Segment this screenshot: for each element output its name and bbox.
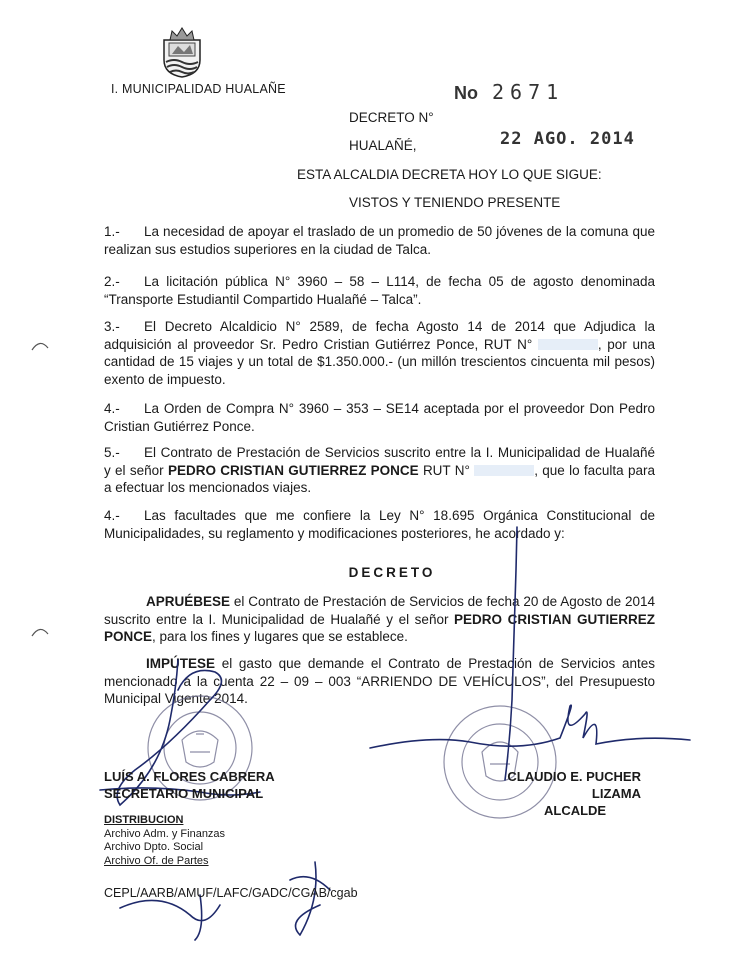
decree-label: DECRETO N°: [349, 110, 434, 125]
item-text: , que lo faculta para a efectuar los mencionados viajes.: [104, 462, 655, 495]
vistos-heading: VISTOS Y TENIENDO PRESENTE: [349, 195, 561, 210]
item-number: 3.-: [104, 319, 120, 334]
distribution-line: Archivo Adm. y Finanzas: [104, 827, 226, 840]
stamp-number-value: 2671: [492, 80, 565, 104]
place-label: HUALAÑÉ,: [349, 138, 417, 153]
mayor-name: CLAUDIO E. PUCHER LIZAMA: [507, 769, 641, 801]
item-text: El Decreto Alcaldicio N° 2589, de fecha Agosto 14 de 2014 que Adjudica la adquisición al proveedor Sr. Pedro Cristian Gutiérrez Ponce, RUT N°: [104, 319, 655, 352]
distribution-block: [104, 814, 225, 868]
distribution-title: DISTRIBUCION: [104, 814, 184, 826]
municipality-name: I. MUNICIPALIDAD HUALAÑE: [111, 82, 286, 96]
date-stamp: 22 AGO. 2014: [500, 129, 635, 149]
hole-punch-mark-icon: [30, 624, 50, 638]
provider-name: PEDRO CRISTIAN GUTIERREZ PONCE: [167, 462, 419, 478]
item-text: La licitación pública N° 3960 – 58 – L114, de fecha 05 de agosto denominada “Transporte Estudiantil Compartido Hualañé – Talca”.: [104, 274, 655, 307]
item-number: 4.-: [104, 508, 120, 523]
decreto-heading: DECRETO: [348, 565, 436, 580]
intro-line: ESTA ALCALDIA DECRETA HOY LO QUE SIGUE:: [297, 167, 602, 182]
item-number: 5.-: [104, 445, 120, 460]
item-text: Las facultades que me confiere la Ley N° 18.695 Orgánica Constitucional de Municipalidades, su reglamento y modificaciones posteriores, he acordado y:: [104, 508, 655, 541]
resolution-keyword: APRUÉBESE: [146, 594, 231, 609]
item-number: 2.-: [104, 274, 120, 289]
resolution-text: el Contrato de Prestación de Servicios de fecha 20 de Agosto de 2014 suscrito entre la I. Municipalidad de Hualañé y el señor: [104, 594, 655, 627]
hole-punch-mark-icon: [30, 338, 50, 352]
mayor-title: ALCALDE: [544, 803, 607, 818]
secretary-title: SECRETARIO MUNICIPAL: [104, 786, 264, 801]
resolution-text: , para los fines y lugares que se establece.: [152, 629, 408, 644]
item-number: 4.-: [104, 401, 120, 416]
item-text: RUT N°: [422, 462, 470, 478]
item-text: , por una cantidad de 15 viajes y un total de $1.350.000.- (un millón trescientos cincuenta mil pesos) exento de impuesto.: [104, 336, 655, 387]
stamp-number-label: No: [454, 83, 478, 103]
initials-line: CEPL/AARB/AMUF/LAFC/GADC/CGAB/cgab: [104, 886, 358, 900]
item-text: La Orden de Compra N° 3960 – 353 – SE14 aceptada por el proveedor Don Pedro Cristian Gutiérrez Ponce.: [104, 401, 655, 434]
pen-signatures-icon: [100, 527, 690, 940]
resolution-keyword: IMPÚTESE: [146, 656, 216, 671]
resolution-text: el gasto que demande el Contrato de Prestación de Servicios antes mencionado a la cuenta 22 – 09 – 003 “ARRIENDO DE VEHÍCULOS”, del Presupuesto Municipal Vigente 2014.: [104, 656, 655, 706]
distribution-line: Archivo Of. de Partes: [104, 854, 209, 867]
item-text: La necesidad de apoyar el traslado de un promedio de 50 jóvenes de la comuna que realizan sus estudios superiores en la ciudad de Talca.: [104, 224, 655, 257]
provider-name: PEDRO CRISTIAN GUTIERREZ PONCE: [104, 611, 655, 644]
secretary-signature-block: [104, 768, 275, 802]
item-number: 1.-: [104, 224, 120, 239]
distribution-line: Archivo Dpto. Social: [104, 841, 204, 853]
item-text: El Contrato de Prestación de Servicios suscrito entre la I. Municipalidad de Hualañé y el señor: [104, 445, 655, 478]
mayor-signature-block: [456, 768, 641, 819]
secretary-name: LUÍS A. FLORES CABRERA: [104, 769, 275, 784]
